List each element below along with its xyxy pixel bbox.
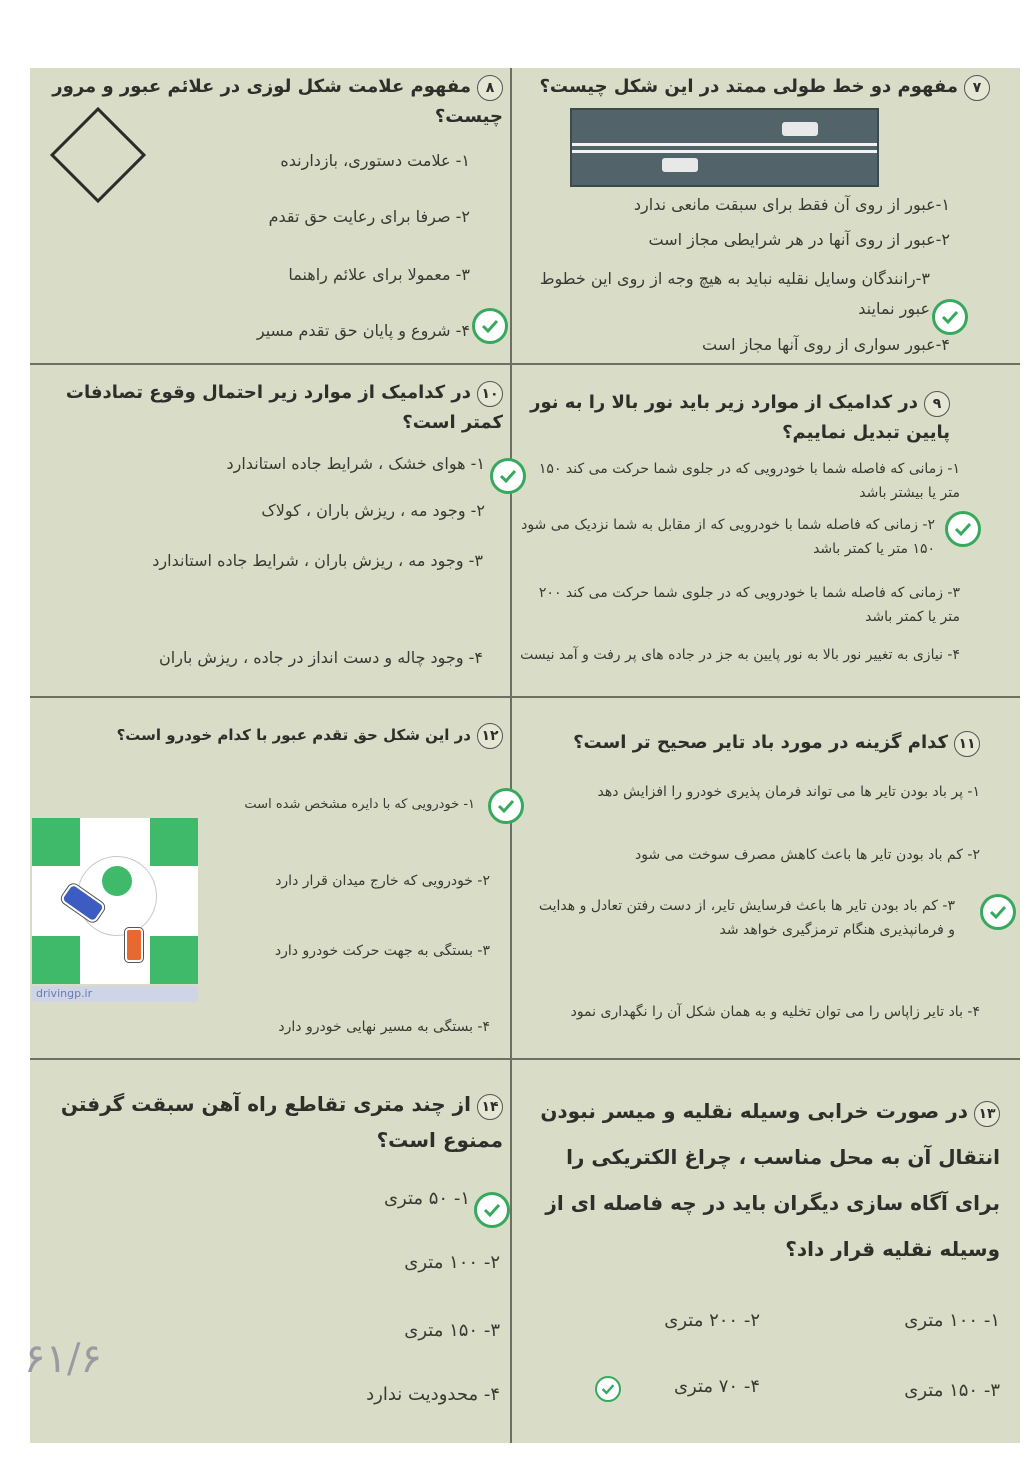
question-14-title [38,1086,503,1158]
question-10-option-1: ۱- هوای خشک ، شرایط جاده استاندارد [226,454,485,473]
question-10-text: در کدامیک از موارد زیر احتمال وقوع تصادفات کمتر است؟ [65,382,503,433]
question-13-answer-check-icon [595,1376,621,1402]
question-12-option-3: ۳- بستگی به جهت حرکت خودرو دارد [274,943,490,959]
question-7-title [520,72,990,102]
question-11-answer-check-icon [980,894,1016,930]
question-8-answer-check-icon [472,308,508,344]
question-12-text: در این شکل حق تقدم عبور با کدام خودرو است؟ [116,726,471,744]
question-10-option-4: ۴- وجود چاله و دست انداز در جاده ، ریزش باران [159,648,483,667]
question-7-option-4: ۴-عبور سواری از روی آنها مجاز است [702,335,950,354]
car-outside-roundabout-icon [125,928,143,962]
question-8-option-4: ۴- شروع و پایان حق تقدم مسیر [256,321,470,340]
question-14-text: از چند متری تقاطع راه آهن سبقت گرفتن ممنوع است؟ [60,1092,503,1152]
question-9-option-4: ۴- نیازی به تغییر نور بالا به نور پایین به جز در جاده های پر رفت و آمد نیست [520,647,960,663]
divider-row-2 [30,696,1020,698]
question-7-option-1: ۱-عبور از روی آن فقط برای سبقت مانعی ندارد [633,195,950,214]
question-7-text: مفهوم دو خط طولی ممتد در این شکل چیست؟ [539,76,958,97]
question-13-option-3: ۳- ۱۵۰ متری [904,1380,1000,1401]
question-11-option-1: ۱- پر باد بودن تایر ها می تواند فرمان پذیری خودرو را افزایش دهد [597,784,980,800]
question-9-number: ۹ [924,391,950,417]
roundabout-illustration [32,818,198,984]
question-11-number: ۱۱ [954,731,980,757]
question-9-title [520,388,950,448]
question-11-title [520,728,980,758]
question-12-option-4: ۴- بستگی به مسیر نهایی خودرو دارد [278,1019,490,1035]
question-10-title [38,378,503,438]
question-12-option-1: ۱- خودرویی که با دایره مشخص شده است [244,797,475,812]
question-12-answer-check-icon [488,788,524,824]
question-7-option-2: ۲-عبور از روی آنها در هر شرایطی مجاز است [648,230,950,249]
question-11-option-3: ۳- کم باد بودن تایر ها باعث فرسایش تایر، از دست رفتن تعادل و هدایت و فرمانپذیری هنگام ترمزگیری خواهد شد [538,898,955,938]
question-14-option-2: ۲- ۱۰۰ متری [404,1252,500,1273]
question-13-text: در صورت خرابی وسیله نقلیه و میسر نبودن انتقال آن به محل مناسب ، چراغ الکتریکی را برای آگاه سازی دیگران باید در چه فاصله ای از وسیله نقلیه قرار داد؟ [540,1099,1000,1261]
exam-sheet [30,68,1020,1443]
question-8-option-1: ۱- علامت دستوری، بازدارنده [280,151,470,170]
question-11-option-2: ۲- کم باد بودن تایر ها باعث کاهش مصرف سوخت می شود [634,847,980,863]
question-12-option-2: ۲- خودرویی که خارج میدان قرار دارد [275,873,490,889]
question-8-option-3: ۳- معمولا برای علائم راهنما [288,265,470,284]
double-solid-line-sign [570,108,879,187]
question-7-answer-check-icon [932,299,968,335]
question-14-option-3: ۳- ۱۵۰ متری [404,1320,500,1341]
question-11-text: کدام گزینه در مورد باد تایر صحیح تر است؟ [573,732,948,753]
question-9-option-2: ۲- زمانی که فاصله شما با خودرویی که از مقابل به شما نزدیک می شود ۱۵۰ متر یا کمتر باشد [521,517,935,557]
question-7-option-3: ۳-رانندگان وسایل نقلیه نباید به هیچ وجه از روی این خطوط عبور نمایند [539,269,930,318]
question-9-option-3: ۳- زمانی که فاصله شما با خودرویی که در جلوی شما حرکت می کند ۲۰۰ متر یا کمتر باشد [538,585,960,625]
question-8-number: ۸ [477,75,503,101]
question-8-text: مفهوم علامت شکل لوزی در علائم عبور و مرور چیست؟ [52,76,503,127]
question-13-option-1: ۱- ۱۰۰ متری [904,1310,1000,1331]
question-14-number: ۱۴ [477,1094,503,1120]
divider-row-1 [30,363,1020,365]
question-12-title [90,720,503,750]
question-10-answer-check-icon [490,458,526,494]
image-credit: drivingp.ir [32,986,198,1002]
question-10-option-3: ۳- وجود مه ، ریزش باران ، شرایط جاده استاندارد [152,551,483,570]
divider-vertical [510,68,512,1443]
question-12-number: ۱۲ [477,723,503,749]
question-11-option-4: ۴- باد تایر زاپاس را می توان تخلیه و به همان شکل آن را نگهداری نمود [570,1004,980,1020]
question-14-option-1: ۱- ۵۰ متری [383,1188,470,1209]
question-14-answer-check-icon [474,1192,510,1228]
question-8-option-2: ۲- صرفا برای رعایت حق تقدم [268,207,470,226]
question-14-option-4: ۴- محدودیت ندارد [366,1384,500,1405]
question-9-text: در کدامیک از موارد زیر باید نور بالا را به نور پایین تبدیل نماییم؟ [530,392,950,443]
question-13-number: ۱۳ [974,1101,1000,1127]
divider-row-3 [30,1058,1020,1060]
question-9-option-1: ۱- زمانی که فاصله شما با خودرویی که در جلوی شما حرکت می کند ۱۵۰ متر یا بیشتر باشد [538,461,960,501]
question-13-option-4: ۴- ۷۰ متری [673,1376,760,1397]
page-number: ۶۱/۶ [24,1336,102,1382]
question-13-title [530,1088,1000,1272]
question-9-answer-check-icon [945,511,981,547]
question-7-number: ۷ [964,75,990,101]
question-10-option-2: ۲- وجود مه ، ریزش باران ، کولاک [261,501,485,520]
question-13-option-2: ۲- ۲۰۰ متری [664,1310,760,1331]
question-10-number: ۱۰ [477,381,503,407]
